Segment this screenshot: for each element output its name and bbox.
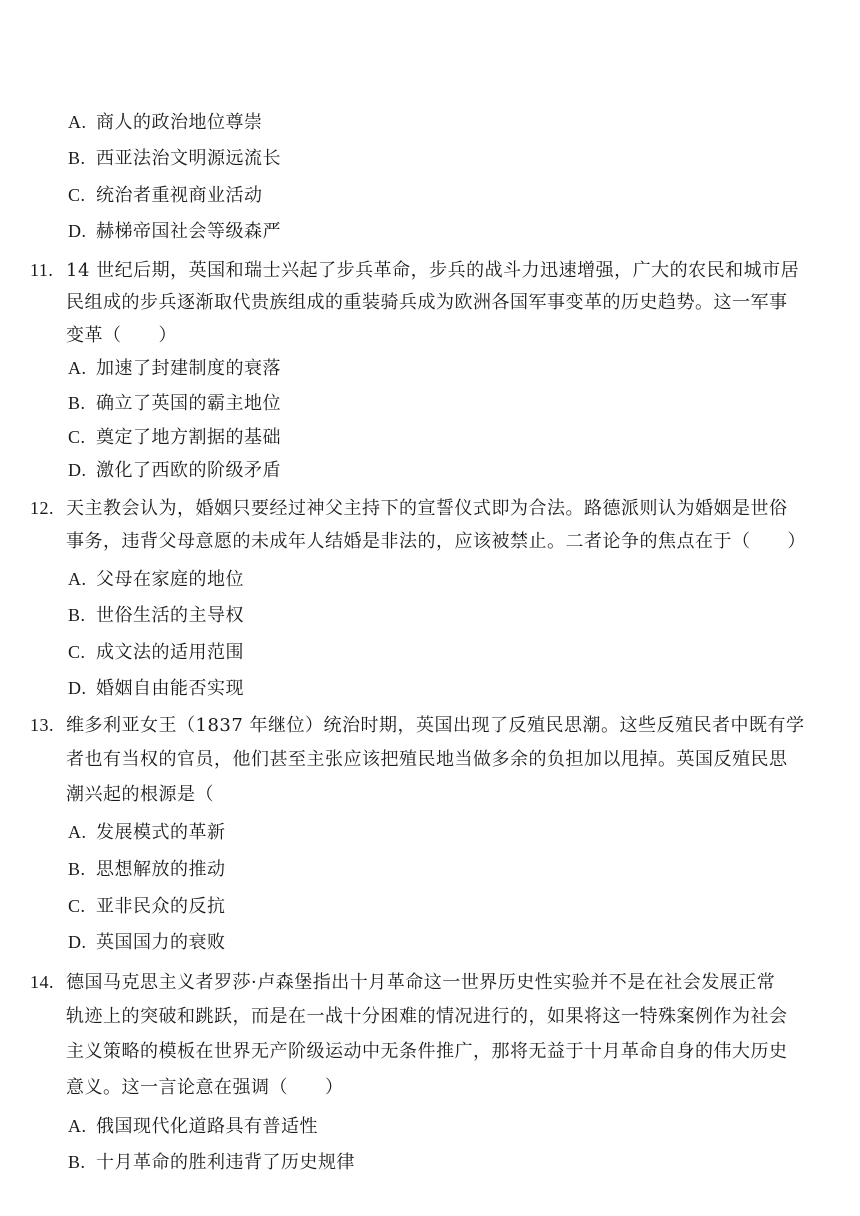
q14-option-b xyxy=(68,1150,355,1175)
question-text: 14 世纪后期，英国和瑞士兴起了步兵革命，步兵的战斗力迅速增强，广大的农民和城市居 xyxy=(66,260,800,281)
q12-option-a xyxy=(68,567,244,592)
q13-stem-line-3: 潮兴起的根源是（ xyxy=(66,784,214,805)
option-letter: D. xyxy=(68,678,87,698)
q12-stem-line-2: 事务，违背父母意愿的未成年人结婚是非法的，应该被禁止。二者论争的焦点在于（ ） xyxy=(66,531,806,552)
option-text: 加速了封建制度的衰落 xyxy=(96,358,281,379)
option-letter: B. xyxy=(68,1152,86,1172)
q10-option-a xyxy=(68,110,263,135)
option-text: 商人的政治地位尊崇 xyxy=(96,112,263,133)
q12-stem-line-1 xyxy=(30,496,788,521)
q13-option-c xyxy=(68,894,226,919)
q12-option-d xyxy=(68,676,244,701)
option-text: 统治者重视商业活动 xyxy=(96,185,263,206)
option-letter: A. xyxy=(68,358,87,378)
option-letter: C. xyxy=(68,427,86,447)
option-letter: B. xyxy=(68,393,86,413)
option-text: 十月革命的胜利违背了历史规律 xyxy=(96,1152,355,1173)
question-number: 12. xyxy=(30,498,54,518)
question-text: 德国马克思主义者罗莎·卢森堡指出十月革命这一世界历史性实验并不是在社会发展正常 xyxy=(66,972,776,993)
option-letter: D. xyxy=(68,221,87,241)
q12-option-c xyxy=(68,640,244,665)
question-text: 天主教会认为，婚姻只要经过神父主持下的宣誓仪式即为合法。路德派则认为婚姻是世俗 xyxy=(66,498,788,519)
option-letter: A. xyxy=(68,1116,87,1136)
option-letter: D. xyxy=(68,460,87,480)
option-text: 英国国力的衰败 xyxy=(96,932,226,953)
question-number: 11. xyxy=(30,260,54,280)
q13-option-a xyxy=(68,820,226,845)
question-number: 14. xyxy=(30,972,54,992)
q12-option-b xyxy=(68,603,244,628)
option-text: 俄国现代化道路具有普适性 xyxy=(96,1116,318,1137)
option-letter: C. xyxy=(68,642,86,662)
q11-stem-line-2: 民组成的步兵逐渐取代贵族组成的重装骑兵成为欧洲各国军事变革的历史趋势。这一军事 xyxy=(66,292,788,313)
q10-option-c xyxy=(68,183,263,208)
option-letter: A. xyxy=(68,569,87,589)
option-text: 父母在家庭的地位 xyxy=(96,569,244,590)
option-text: 成文法的适用范围 xyxy=(96,642,244,663)
q10-option-d xyxy=(68,219,281,244)
q14-option-a xyxy=(68,1114,318,1139)
question-text: 维多利亚女王（1837 年继位）统治时期，英国出现了反殖民思潮。这些反殖民者中既有学 xyxy=(66,715,805,736)
option-text: 婚姻自由能否实现 xyxy=(96,678,244,699)
q13-stem-line-2: 者也有当权的官员，他们甚至主张应该把殖民地当做多余的负担加以甩掉。英国反殖民思 xyxy=(66,749,788,770)
option-text: 亚非民众的反抗 xyxy=(96,896,226,917)
q11-option-b xyxy=(68,391,281,416)
option-letter: C. xyxy=(68,896,86,916)
q11-option-a xyxy=(68,356,281,381)
question-number: 13. xyxy=(30,715,54,735)
q14-stem-line-1 xyxy=(30,970,775,995)
option-letter: A. xyxy=(68,112,87,132)
q11-option-c xyxy=(68,425,281,450)
q11-stem-line-3: 变革（ ） xyxy=(66,325,177,346)
option-letter: B. xyxy=(68,605,86,625)
option-letter: D. xyxy=(68,932,87,952)
q14-stem-line-3: 主义策略的模板在世界无产阶级运动中无条件推广，那将无益于十月革命自身的伟大历史 xyxy=(66,1041,788,1062)
option-text: 思想解放的推动 xyxy=(96,859,226,880)
q13-option-d xyxy=(68,930,226,955)
option-letter: B. xyxy=(68,859,86,879)
option-text: 发展模式的革新 xyxy=(96,822,226,843)
option-text: 确立了英国的霸主地位 xyxy=(96,393,281,414)
option-text: 赫梯帝国社会等级森严 xyxy=(96,221,281,242)
option-text: 世俗生活的主导权 xyxy=(96,605,244,626)
option-letter: C. xyxy=(68,185,86,205)
q10-option-b xyxy=(68,146,281,171)
option-letter: B. xyxy=(68,148,86,168)
option-letter: A. xyxy=(68,822,87,842)
q11-stem-line-1 xyxy=(30,258,799,283)
q13-stem-line-1 xyxy=(30,713,805,738)
q14-stem-line-2: 轨迹上的突破和跳跃，而是在一战十分困难的情况进行的，如果将这一特殊案例作为社会 xyxy=(66,1006,788,1027)
q14-stem-line-4: 意义。这一言论意在强调（ ） xyxy=(66,1077,344,1098)
q13-option-b xyxy=(68,857,226,882)
option-text: 奠定了地方割据的基础 xyxy=(96,427,281,448)
option-text: 激化了西欧的阶级矛盾 xyxy=(96,460,281,481)
q11-option-d xyxy=(68,458,281,483)
option-text: 西亚法治文明源远流长 xyxy=(96,148,281,169)
